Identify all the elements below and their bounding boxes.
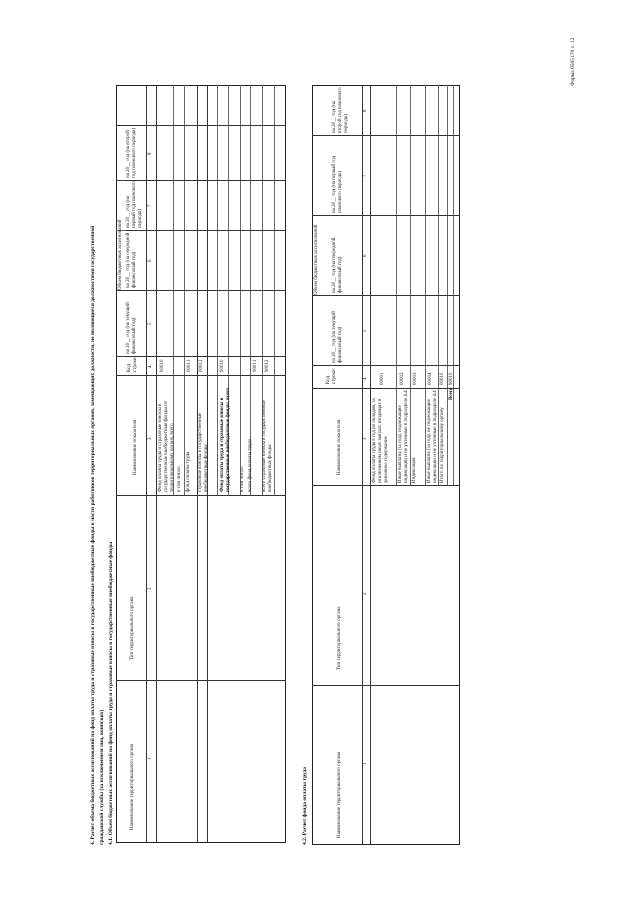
t2-row-label: Итого по территориальному органу bbox=[440, 407, 445, 483]
t2-row-code: 00002 bbox=[400, 372, 405, 385]
t1-row-code: 00012 bbox=[199, 359, 204, 372]
t2-header-col4: Код строки bbox=[326, 369, 337, 384]
t1-header-col5: на 20__ год (на текущий финансовый год) bbox=[126, 302, 137, 354]
t2-row-label: Иные выплаты (за год), подлежащие индексации и не учтенные в подразделе 4.4 bbox=[398, 390, 409, 483]
section-4-title-continued: гражданской службы (за исключением лиц, воинских) bbox=[99, 709, 105, 845]
t1-row-label: Фонд оплаты труда и страховые взносы в государственные внебюджетные фонды, всего bbox=[220, 387, 231, 492]
t1-row-code: 90010 bbox=[220, 359, 225, 372]
t1-num-6: 6 bbox=[148, 259, 153, 262]
t1-row-code: 90011 bbox=[253, 359, 258, 372]
t1-row-label: в том числе: bbox=[240, 465, 245, 492]
t2-num-8: 8 bbox=[363, 109, 368, 112]
t2-row-code: 90010 bbox=[449, 372, 454, 385]
t1-header-col4: Код строки bbox=[127, 357, 138, 372]
t2-row-label: Иные выплаты (за год), не подлежащие индексации и не учтенные в подразделе 4.4 bbox=[427, 390, 438, 483]
t1-row-code: 00010 bbox=[160, 359, 165, 372]
t1-row-label: страховые взносы в государственные внебюджетные фонды bbox=[198, 412, 209, 492]
t1-num-7: 7 bbox=[148, 204, 153, 207]
t1-header-col2: Тип территориального органа bbox=[130, 596, 135, 660]
t1-header-col8: на 20__ год (на второй год планового периода) bbox=[126, 128, 137, 178]
t1-num-8: 8 bbox=[148, 152, 153, 155]
t1-row-code: 90012 bbox=[265, 359, 270, 372]
t1-num-3: 3 bbox=[148, 437, 153, 440]
t1-header-col1: Наименование территориального органа bbox=[130, 743, 135, 830]
t1-row-label: Фонд оплаты труда и страховые взносы в государственные внебюджетные фонды по территориальному органу, всего bbox=[158, 400, 175, 492]
t1-num-1: 1 bbox=[148, 757, 153, 760]
t1-header-col7: на 20__ год (на первый год планового периода) bbox=[126, 181, 143, 228]
t1-num-4: 4 bbox=[148, 365, 153, 368]
t2-num-5: 5 bbox=[363, 329, 368, 332]
t1-row-label: фонд оплаты труда bbox=[186, 451, 191, 492]
t2-num-2: 2 bbox=[363, 592, 368, 595]
t1-num-5: 5 bbox=[148, 322, 153, 325]
t2-header-col5: на 20__ год (на текущий финансовый год) bbox=[332, 311, 343, 363]
t2-num-4: 4 bbox=[363, 377, 368, 380]
t2-row-code: 00004 bbox=[428, 372, 433, 385]
t2-header-col6: на 20__ год (на очередной финансовый год) bbox=[332, 237, 343, 293]
t2-num-3: 3 bbox=[363, 437, 368, 440]
t2-row-code: 00010 bbox=[440, 372, 445, 385]
t2-header-col8: на 20__ год (на второй год планового периода) bbox=[332, 87, 349, 133]
form-reference: Форма 0505170 с. 12 bbox=[570, 37, 576, 86]
t2-header-col1: Наименование территориального органа bbox=[337, 751, 342, 838]
section-4-title: 4. Расчет объема бюджетных ассигнований на фонд оплаты труда и страховые взносы в государственные внебюджетные фонды в части работников территориальных органов, замещающих должности, не являющиеся должностями государственной bbox=[90, 225, 96, 845]
t2-row-label: Фонд оплаты труда в год по окладам, за исключением иных выплат, входящих в денежное содержание bbox=[372, 398, 389, 483]
t2-num-6: 6 bbox=[363, 254, 368, 257]
t1-num-2: 2 bbox=[148, 587, 153, 590]
t1-header-col3: Наименование показателя bbox=[133, 419, 138, 475]
t2-row-label: Индексация bbox=[412, 457, 417, 483]
t2-row-code: 00001 bbox=[380, 372, 385, 385]
section-4-2-title: 4.2. Расчет фонда оплаты труда bbox=[302, 767, 308, 845]
t1-row-code: 00011 bbox=[187, 359, 192, 372]
t2-num-1: 1 bbox=[363, 762, 368, 765]
t2-header-col2: Тип территориального органа bbox=[337, 606, 342, 670]
t2-num-7: 7 bbox=[363, 174, 368, 177]
t1-row-label: всего страховые взносы в государственные внебюджетные фонды bbox=[262, 400, 273, 492]
t2-row-code: 00003 bbox=[413, 372, 418, 385]
t1-header-col6: на 20__ год (на очередной финансовый год) bbox=[126, 232, 137, 288]
section-4-1-title: 4.1. Объем бюджетных ассигнований на фонд оплаты труда и страховые взносы в государственные внебюджетные фонды bbox=[108, 541, 114, 845]
t1-row-label: в том числе: bbox=[177, 465, 182, 492]
t2-row-label: Всего bbox=[449, 387, 454, 400]
t1-row-label: всего фонд оплаты труда bbox=[248, 439, 253, 492]
t1-header-group: Объем бюджетных ассигнований bbox=[118, 219, 123, 290]
t2-header-col7: на 20__ год (на первый год планового периода) bbox=[332, 155, 343, 213]
t2-header-group: Объем бюджетных ассигнований bbox=[314, 224, 319, 295]
t2-header-col3: Наименование показателя bbox=[337, 419, 342, 475]
